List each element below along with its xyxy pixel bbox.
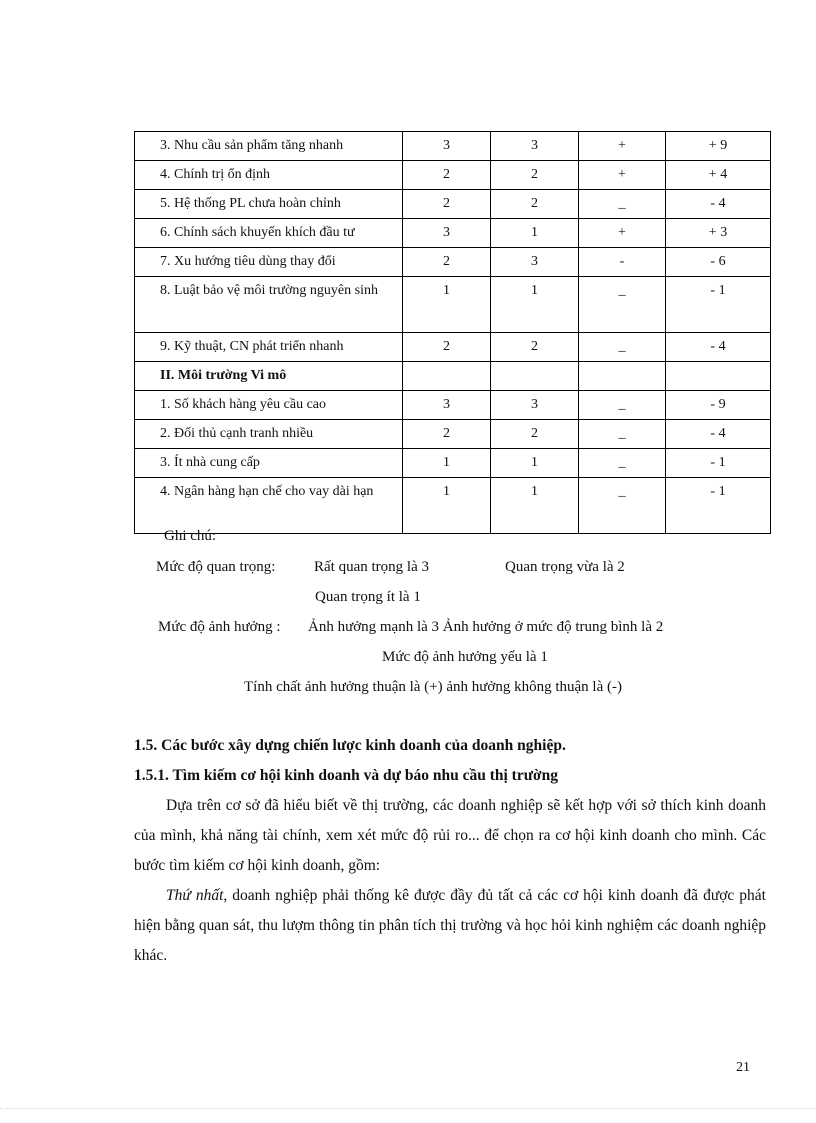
score-cell: - 4	[666, 420, 771, 449]
score-cell: - 9	[666, 391, 771, 420]
score-cell: - 6	[666, 248, 771, 277]
nature-cell: +	[579, 161, 666, 190]
score-cell: - 4	[666, 190, 771, 219]
impact-cell: 3	[491, 132, 579, 161]
factor-cell: 2. Đối thủ cạnh tranh nhiều	[135, 420, 403, 449]
score-cell: - 1	[666, 277, 771, 333]
table-row	[135, 449, 771, 478]
section-title-cell: II. Môi trường Vi mô	[135, 362, 403, 391]
table-section-row	[135, 362, 771, 391]
impact-cell: 1	[491, 277, 579, 333]
impact-cell: 2	[491, 190, 579, 219]
paragraph-2-text: , doanh nghiệp phải thống kê được đầy đủ tất cả các cơ hội kinh doanh đã được phát hiện bằng quan sát, thu lượm thông tin phân tích thị trường và học hỏi kinh nghiệm các doanh nghiệp khác.	[134, 887, 766, 964]
impact-cell: 1	[491, 449, 579, 478]
nature-cell: _	[579, 277, 666, 333]
factor-cell: 1. Số khách hàng yêu cầu cao	[135, 391, 403, 420]
impact-nature-note: Tính chất ảnh hưởng thuận là (+) ảnh hưởng không thuận là (-)	[244, 679, 622, 695]
importance-cell: 2	[403, 161, 491, 190]
nature-cell: -	[579, 248, 666, 277]
footer-divider	[0, 1108, 816, 1109]
score-cell: - 4	[666, 333, 771, 362]
factor-cell: 8. Luật bảo vệ môi trường nguyên sinh	[135, 277, 403, 333]
table-row	[135, 420, 771, 449]
score-cell: + 4	[666, 161, 771, 190]
impact-cell: 1	[491, 219, 579, 248]
score-cell: + 9	[666, 132, 771, 161]
impact-cell: 2	[491, 333, 579, 362]
nature-cell: _	[579, 190, 666, 219]
score-cell	[666, 362, 771, 391]
importance-cell: 3	[403, 219, 491, 248]
table-row	[135, 277, 771, 333]
importance-low-note: Quan trọng ít là 1	[315, 589, 421, 605]
page-number: 21	[736, 1060, 750, 1075]
subsection-heading: 1.5.1. Tìm kiếm cơ hội kinh doanh và dự báo nhu cầu thị trường	[134, 767, 558, 784]
paragraph-2	[134, 881, 766, 971]
table-row	[135, 478, 771, 534]
score-cell: + 3	[666, 219, 771, 248]
importance-cell: 2	[403, 190, 491, 219]
importance-cell: 2	[403, 333, 491, 362]
importance-cell: 1	[403, 277, 491, 333]
table-row	[135, 219, 771, 248]
table-row	[135, 161, 771, 190]
nature-cell: +	[579, 132, 666, 161]
impact-low-note: Mức độ ảnh hưởng yếu là 1	[382, 649, 548, 665]
importance-high-note: Rất quan trọng là 3	[314, 559, 429, 575]
nature-cell: +	[579, 219, 666, 248]
factor-cell: 3. Nhu cầu sản phẩm tăng nhanh	[135, 132, 403, 161]
importance-cell: 1	[403, 478, 491, 534]
table-row	[135, 190, 771, 219]
score-cell: - 1	[666, 449, 771, 478]
importance-cell	[403, 362, 491, 391]
impact-cell: 3	[491, 248, 579, 277]
factor-cell: 5. Hệ thống PL chưa hoàn chỉnh	[135, 190, 403, 219]
importance-cell: 3	[403, 132, 491, 161]
impact-cell: 1	[491, 478, 579, 534]
importance-cell: 2	[403, 420, 491, 449]
importance-cell: 1	[403, 449, 491, 478]
nature-cell	[579, 362, 666, 391]
factor-cell: 4. Ngân hàng hạn chế cho vay dài hạn	[135, 478, 403, 534]
score-cell: - 1	[666, 478, 771, 534]
impact-cell: 3	[491, 391, 579, 420]
impact-high-mid-note: Ảnh hưởng mạnh là 3 Ảnh hưởng ở mức độ trung bình là 2	[308, 619, 664, 635]
impact-cell: 2	[491, 420, 579, 449]
factor-cell: 9. Kỹ thuật, CN phát triển nhanh	[135, 333, 403, 362]
factor-cell: 6. Chính sách khuyến khích đầu tư	[135, 219, 403, 248]
nature-cell: _	[579, 478, 666, 534]
table-row	[135, 248, 771, 277]
notes-title: Ghi chú:	[164, 528, 217, 544]
factor-cell: 3. Ít nhà cung cấp	[135, 449, 403, 478]
nature-cell: _	[579, 333, 666, 362]
factor-cell: 7. Xu hướng tiêu dùng thay đổi	[135, 248, 403, 277]
importance-label: Mức độ quan trọng:	[156, 559, 276, 575]
nature-cell: _	[579, 391, 666, 420]
impact-cell	[491, 362, 579, 391]
impact-label: Mức độ ảnh hưởng :	[158, 619, 281, 635]
nature-cell: _	[579, 449, 666, 478]
importance-cell: 3	[403, 391, 491, 420]
body-text	[134, 791, 766, 971]
environment-factor-table	[134, 131, 771, 534]
importance-cell: 2	[403, 248, 491, 277]
table-row	[135, 132, 771, 161]
emphasis-text: Thứ nhất	[166, 887, 224, 904]
paragraph-1: Dựa trên cơ sở đã hiểu biết về thị trường, các doanh nghiệp sẽ kết hợp với sở thích kinh doanh của mình, khả năng tài chính, xem xét mức độ rủi ro... để chọn ra cơ hội kinh doanh cho mình. Các bước tìm kiếm cơ hội kinh doanh, gồm:	[134, 797, 766, 874]
table-row	[135, 391, 771, 420]
nature-cell: _	[579, 420, 666, 449]
factor-cell: 4. Chính trị ổn định	[135, 161, 403, 190]
table-row	[135, 333, 771, 362]
section-heading: 1.5. Các bước xây dựng chiến lược kinh doanh của doanh nghiệp.	[134, 737, 566, 754]
impact-cell: 2	[491, 161, 579, 190]
importance-mid-note: Quan trọng vừa là 2	[505, 559, 625, 575]
